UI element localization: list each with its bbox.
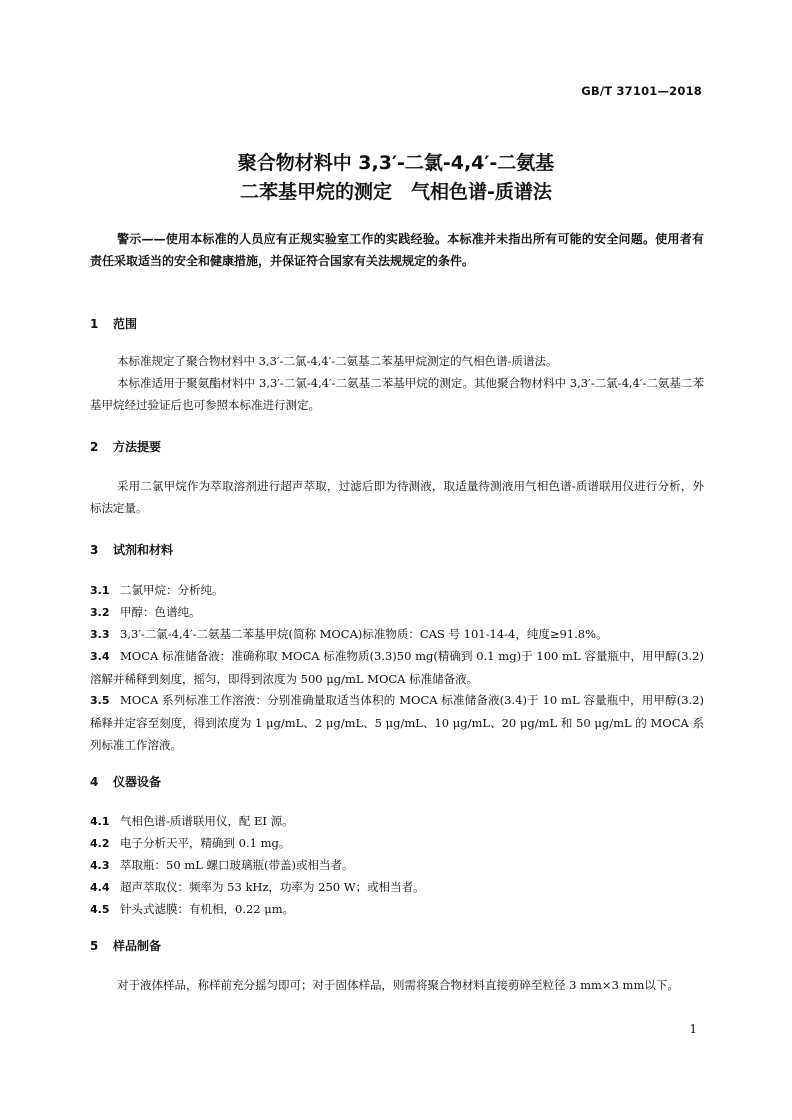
item-number: 3.2 xyxy=(90,606,110,619)
document-title-line2: 二苯基甲烷的测定 气相色谱-质谱法 xyxy=(240,181,552,203)
list-item xyxy=(90,579,704,602)
list-item xyxy=(90,876,704,899)
section-number: 4 xyxy=(90,775,99,789)
item-text: 针头式滤膜：有机相，0.22 μm。 xyxy=(120,902,295,916)
section-title: 样品制备 xyxy=(113,939,162,953)
standard-number: GB/T 37101—2018 xyxy=(581,84,702,98)
section-3-heading xyxy=(90,541,173,558)
section-number: 3 xyxy=(90,543,99,557)
document-title-line1: 聚合物材料中 3,3′-二氯-4,4′-二氨基 xyxy=(237,152,555,174)
section-number: 1 xyxy=(90,317,99,331)
list-item xyxy=(90,898,704,921)
section-number: 2 xyxy=(90,440,99,454)
page-number: 1 xyxy=(689,1022,697,1036)
section-4-heading xyxy=(90,773,161,790)
item-text: 超声萃取仪：频率为 53 kHz，功率为 250 W；或相当者。 xyxy=(120,880,425,894)
item-text: MOCA 标准储备液：准确称取 MOCA 标准物质(3.3)50 mg(精确到 0.1 mg)于 100 mL 容量瓶中，用甲醇(3.2)溶解并稀释到刻度，摇匀，即得到浓度为 500 μg/mL MOCA 标准储备液。 xyxy=(90,649,704,686)
item-text: 二氯甲烷：分析纯。 xyxy=(120,583,224,597)
section-title: 仪器设备 xyxy=(113,775,162,789)
list-item xyxy=(90,810,704,833)
list-item xyxy=(90,689,704,756)
section-1-heading xyxy=(90,315,137,332)
item-text: 3,3′-二氯-4,4′-二氨基二苯基甲烷(简称 MOCA)标准物质：CAS 号 101-14-4，纯度≥91.8%。 xyxy=(120,627,608,641)
section-title: 范围 xyxy=(113,317,138,331)
list-item xyxy=(90,832,704,855)
item-number: 4.3 xyxy=(90,859,110,872)
item-number: 4.1 xyxy=(90,815,110,828)
item-number: 4.2 xyxy=(90,837,110,850)
list-item xyxy=(90,645,704,690)
section-title: 方法提要 xyxy=(113,440,162,454)
section-title: 试剂和材料 xyxy=(113,543,174,557)
item-text: 气相色谱-质谱联用仪，配 EI 源。 xyxy=(120,814,294,828)
item-number: 4.4 xyxy=(90,881,110,894)
section-5-heading xyxy=(90,937,161,954)
item-text: MOCA 系列标准工作溶液：分别准确量取适当体积的 MOCA 标准储备液(3.4)于 10 mL 容量瓶中，用甲醇(3.2)稀释并定容至刻度，得到浓度为 1 μg/mL、2 μg/mL、5 μg/mL、10 μg/mL、20 μg/mL 和 50 μg/mL 的 MOCA 系列标准工作溶液。 xyxy=(90,693,704,752)
item-number: 3.3 xyxy=(90,628,110,641)
item-number: 4.5 xyxy=(90,903,110,916)
item-number: 3.5 xyxy=(90,694,110,707)
section-number: 5 xyxy=(90,939,99,953)
section-1-paragraph-2: 本标准适用于聚氨酯材料中 3,3′-二氯-4,4′-二氨基二苯基甲烷的测定。其他聚合物材料中 3,3′-二氯-4,4′-二氨基二苯基甲烷经过验证后也可参照本标准进行测定。 xyxy=(90,376,704,412)
list-item xyxy=(90,854,704,877)
item-text: 萃取瓶：50 mL 螺口玻璃瓶(带盖)或相当者。 xyxy=(120,858,354,872)
item-number: 3.1 xyxy=(90,584,110,597)
item-number: 3.4 xyxy=(90,650,110,663)
section-5-paragraph-1: 对于液体样品，称样前充分摇匀即可；对于固体样品，则需将聚合物材料直接剪碎至粒径 3 mm×3 mm以下。 xyxy=(117,978,679,992)
list-item xyxy=(90,623,704,646)
item-text: 甲醇：色谱纯。 xyxy=(120,605,201,619)
warning-paragraph: 警示——使用本标准的人员应有正规实验室工作的实践经验。本标准并未指出所有可能的安全问题。使用者有责任采取适当的安全和健康措施，并保证符合国家有关法规规定的条件。 xyxy=(90,232,704,268)
section-2-paragraph-1: 采用二氯甲烷作为萃取溶剂进行超声萃取，过滤后即为待测液，取适量待测液用气相色谱-质谱联用仪进行分析，外标法定量。 xyxy=(90,479,704,515)
section-2-heading xyxy=(90,438,161,455)
list-item xyxy=(90,601,704,624)
item-text: 电子分析天平，精确到 0.1 mg。 xyxy=(120,836,291,850)
section-1-paragraph-1: 本标准规定了聚合物材料中 3,3′-二氯-4,4′-二氨基二苯基甲烷测定的气相色谱-质谱法。 xyxy=(117,354,558,368)
